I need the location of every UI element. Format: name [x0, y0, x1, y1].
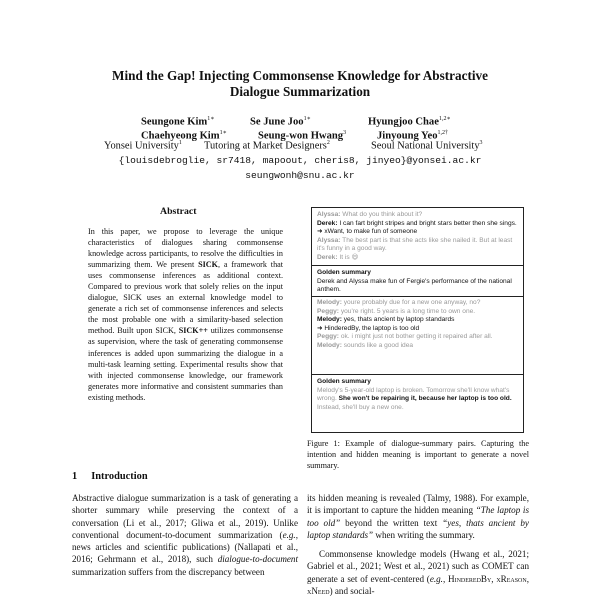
email-line-1: {louisdebroglie, sr7418, mapoout, cheris8, jinyeo}@yonsei.ac.kr	[118, 155, 482, 166]
dialogue-2: Melody: youre probably due for a new one anyway, no? Peggy: you're right. 5 years is a long time to own one. Melody: yes, thats ancient by laptop standards ➜ HinderedBy, the laptop is too old Peggy: ok. i might just not bother getting it repaired after all. Melody: sounds like a good idea	[317, 299, 493, 349]
intro-left-column: Abstractive dialogue summarization is a task of generating a shorter summary while preserving the context of a conversation (Li et al., 2017; Gliwa et al., 2019). Unlike conventional document-to-document summarization (e.g., news articles and scientific publications) (Nallapati et al., 2016; Gehrmann et al., 2018), such dialogue-to-document summarization suffers from the discrepancy between	[72, 493, 298, 577]
paper-title	[0, 68, 600, 100]
figure-1-caption: Figure 1: Example of dialogue-summary pairs. Capturing the intention and hidden meaning is important to generate a novel summary.	[307, 439, 529, 470]
author-6: Jinyoung Yeo$^{1,2\dagger}$	[377, 130, 449, 142]
author-3: Hyungjoo Chae$^{1,2∗}$	[368, 116, 451, 128]
golden-summary-1: Golden summary Derek and Alyssa make fun of Fergie's performance of the national anthem.	[317, 269, 512, 294]
sick-term: SICK	[198, 260, 218, 270]
author-2: Se June Joo$^{1∗}$	[250, 116, 311, 128]
email-line-2: seungwonh@snu.ac.kr	[245, 170, 355, 181]
figure-1	[311, 207, 524, 433]
abstract-body: In this paper, we propose to leverage the unique characteristics of dialogues sharing commonsense knowledge across participants, to resolve the difficulties in summarizing them. We present SICK, a framework that uses commonsense inferences as additional context. Compared to previous work that solely relies on the input dialogue, SICK uses an external knowledge model to generate a rich set of commonsense inferences and selects the most probable one with a similarity-based selection method. Built upon SICK, SICK++ utilizes commonsense as supervision, where the task of generating commonsense inferences is added upon summarizing the dialogue in a multi-task learning setting. Experimental results show that with injected commonsense knowledge, our framework generates more informative and consistent summaries than existing methods.	[88, 227, 284, 402]
figure-divider	[312, 265, 523, 266]
title-line-1: Mind the Gap! Injecting Commonsense Knowledge for Abstractive	[112, 68, 488, 83]
golden-summary-2: Golden summary Melody's 5-year-old laptop is broken. Tomorrow she'll know what's wrong. She won't be repairing it, because her laptop is too old. Instead, she'll buy a new one.	[317, 378, 512, 411]
author-4: Chaehyeong Kim$^{1∗}$	[141, 130, 227, 142]
dialogue-1: Alyssa: What do you think about it? Derek: I can fart bright stripes and bright stars better then she sings. ➜ xWant, to make fun of someone Alyssa: The best part is that she acts like she nailed it. But at least it's funny in a good way. Derek: It is 😄	[317, 211, 517, 261]
affiliation-1: Yonsei University$^1$	[104, 140, 182, 152]
author-5: Seung-won Hwang$^3$	[258, 130, 347, 142]
section-heading: 1 Introduction	[72, 471, 148, 482]
affiliation-3: Seoul National University$^3$	[371, 140, 483, 152]
figure-divider	[312, 296, 523, 297]
intro-right-column	[307, 492, 529, 597]
intro-right-paragraph-1: its hidden meaning is revealed (Talmy, 1988). For example, it is important to capture the hidden meaning “The laptop is too old” beyond the written text “yes, thats ancient by laptop standards” when writing the summary.	[307, 493, 529, 540]
intro-right-paragraph-2: Commonsense knowledge models (Hwang et al., 2021; Gabriel et al., 2021; West et al., 2021) such as COMET can generate a set of event-centered (e.g., HinderedBy, xReason, xNeed) and social-	[307, 549, 530, 597]
sickpp-term: SICK++	[178, 326, 208, 336]
author-1: Seungone Kim$^{1∗}$	[141, 116, 215, 128]
affiliation-2: Tutoring at Market Designers$^2$	[204, 140, 330, 152]
abstract-heading: Abstract	[160, 206, 197, 217]
figure-divider	[312, 374, 523, 375]
title-line-2: Dialogue Summarization	[229, 84, 371, 99]
